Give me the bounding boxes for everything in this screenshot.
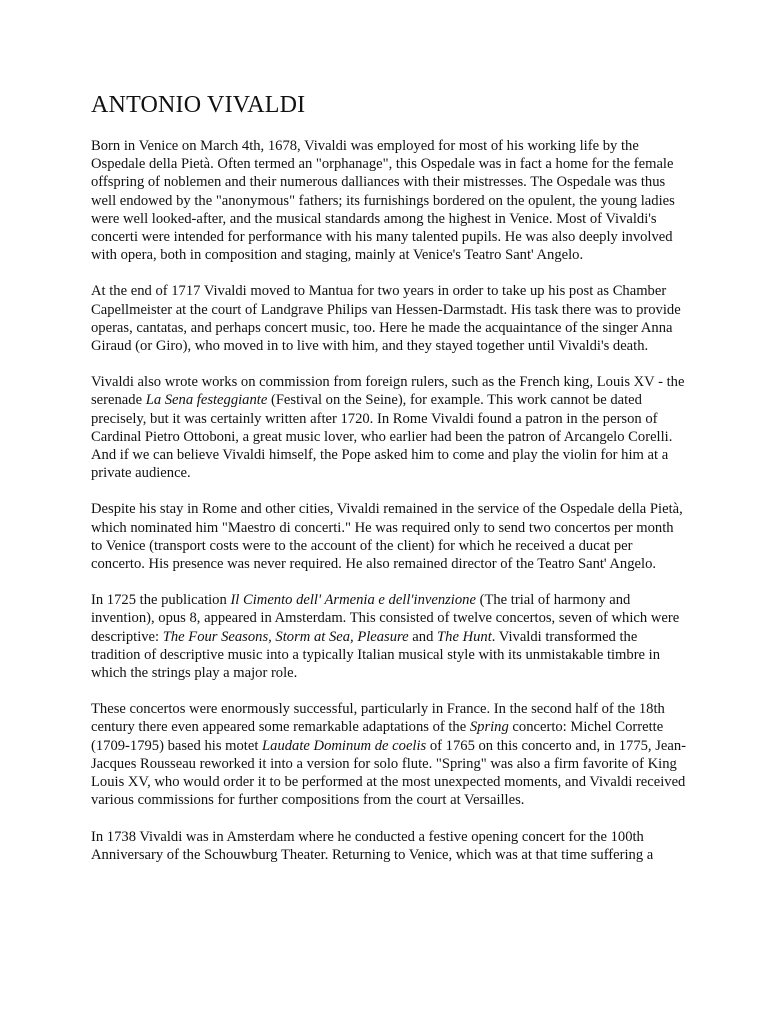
- body-text: In 1738 Vivaldi was in Amsterdam where he conducted a festive opening concert for the 100th Anniversary of the Schouwburg Theater. Returning to Venice, which was at that time suffering a: [91, 828, 654, 863]
- italic-title-text: Laudate Dominum de coelis: [262, 737, 427, 754]
- italic-title-text: La Sena festeggiante: [145, 392, 268, 409]
- body-text: In 1725 the publication: [91, 592, 231, 609]
- body-text: Born in Venice on March 4th, 1678, Vivaldi was employed for most of his working life by the Ospedale della Pietà. Often termed an "orphanage", this Ospedale was in fact a home for the female offspring of noblemen and their numerous dalliances with their mistresses. The Ospedale was thus well endowed by the "anonymous" fathers; its furnishings bordered on the opulent, the young ladies were well looked-after, and the musical standards among the highest in Venice. Most of Vivaldi's concerti were intended for performance with his many talented pupils. He was also deeply involved with opera, both in composition and staging, mainly at Venice's Teatro Sant' Angelo.: [91, 138, 675, 264]
- paragraph-7: [91, 828, 688, 864]
- body-text: (Festival on the Seine), for example. This work cannot be dated precisely, but it was certainly written after 1720. In Rome Vivaldi found a patron in the person of Cardinal Pietro Ottoboni, a great music lover, who earlier had been the patron of Arcangelo Corelli. And if we can believe Vivaldi himself, the Pope asked him to come and play the violin for him at a private audience.: [91, 392, 673, 482]
- paragraph-5: [91, 591, 688, 682]
- body-text: Despite his stay in Rome and other cities, Vivaldi remained in the service of the Ospedale della Pietà, which nominated him "Maestro di concerti." He was required only to send two concertos per month to Venice (transport costs were to the account of the client) for which he received a ducat per concerto. His presence was never required. He also remained director of the Teatro Sant' Angelo.: [91, 501, 683, 573]
- paragraph-3: [91, 373, 688, 482]
- document-body: [91, 137, 688, 864]
- paragraph-4: [91, 500, 688, 573]
- body-text: of 1765 on this concerto and, in 1775, Jean-Jacques Rousseau reworked it into a version for solo flute. "Spring" was also a firm favorite of King Louis XV, who would order it to be performed at the most unexpected moments, and Vivaldi received various commissions for further compositions from the court at Versailles.: [91, 737, 687, 809]
- italic-title-text: Il Cimento dell' Armenia e dell'invenzione: [230, 592, 476, 609]
- italic-title-text: The Hunt: [437, 628, 492, 645]
- body-text: . Vivaldi transformed the tradition of descriptive music into a typically Italian musical style with its unmistakable timbre in which the strings play a major role.: [91, 628, 661, 682]
- body-text: concerto: Michel Corrette (1709-1795) based his motet: [91, 719, 664, 754]
- italic-title-text: Spring: [469, 719, 509, 736]
- body-text: (The trial of harmony and invention), opus 8, appeared in Amsterdam. This consisted of twelve concertos, seven of which were descriptive:: [91, 592, 680, 645]
- italic-title-text: The Four Seasons, Storm at Sea, Pleasure: [162, 628, 409, 645]
- body-text: and: [408, 628, 438, 645]
- paragraph-2: [91, 282, 688, 355]
- body-text: At the end of 1717 Vivaldi moved to Mantua for two years in order to take up his post as Chamber Capellmeister at the court of Landgrave Philips van Hessen-Darmstadt. His task there was to provide operas, cantatas, and perhaps concert music, too. Here he made the acquaintance of the singer Anna Giraud (or Giro), who moved in to live with him, and they stayed together until Vivaldi's death.: [91, 283, 681, 355]
- paragraph-6: [91, 700, 688, 809]
- document-title: ANTONIO VIVALDI: [91, 92, 306, 118]
- body-text: Vivaldi also wrote works on commission from foreign rulers, such as the French king, Louis XV - the serenade: [91, 374, 685, 409]
- body-text: These concertos were enormously successful, particularly in France. In the second half of the 18th century there even appeared some remarkable adaptations of the: [91, 701, 665, 736]
- paragraph-1: [91, 137, 688, 264]
